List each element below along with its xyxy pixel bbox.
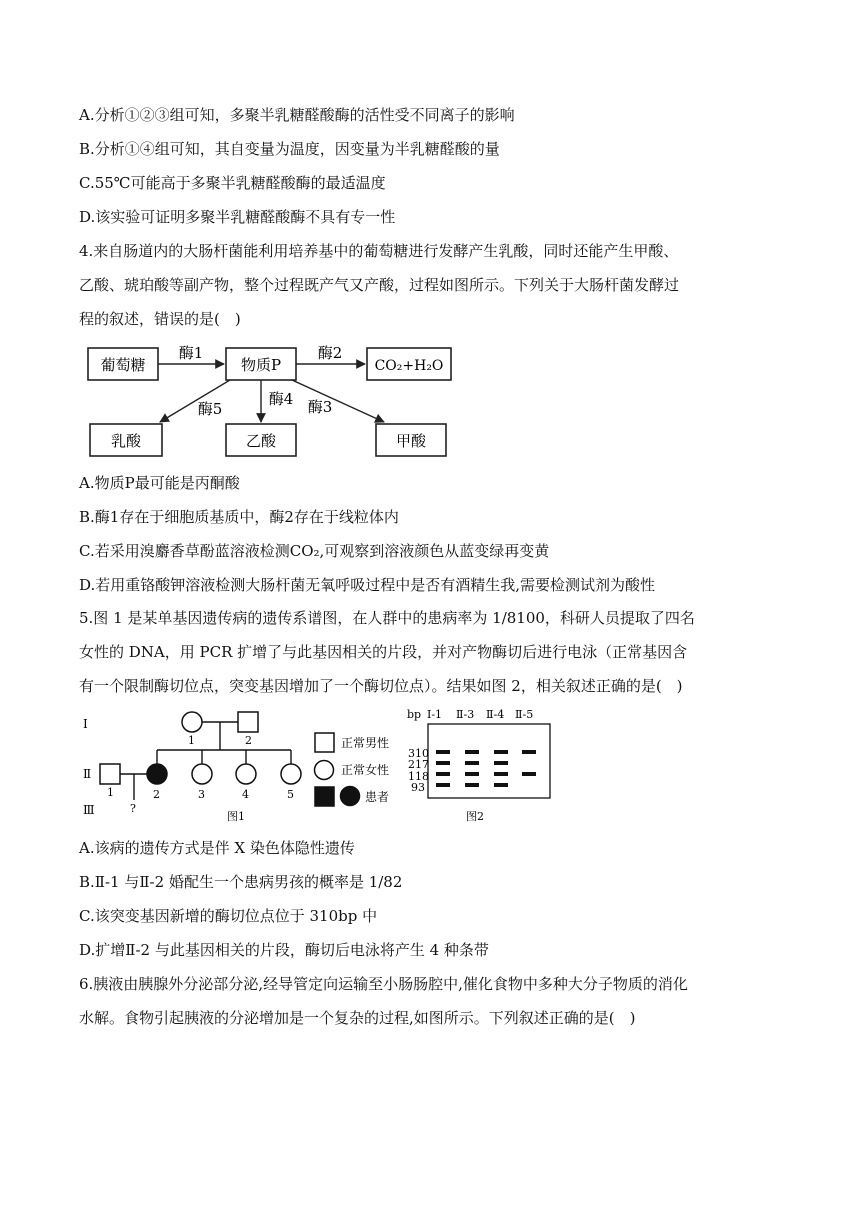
gel-band	[494, 772, 508, 776]
q3-option-c: C.55℃可能高于多聚半乳糖醛酸酶的最适温度	[79, 174, 386, 192]
q4-stem-line-2: 乙酸、琥珀酸等副产物，整个过程既产气又产酸，过程如图所示。下列关于大肠杆菌发酵过	[79, 276, 680, 294]
q5-stem-line-2: 女性的 DNA，用 PCR 扩增了与此基因相关的片段，并对产物酶切后进行电泳（正常基因含	[79, 643, 688, 661]
gel-band	[465, 750, 479, 754]
gel-band	[494, 783, 508, 787]
ii4-normal-female	[236, 764, 256, 784]
gel-band	[465, 761, 479, 765]
legend-affected-female-icon	[341, 787, 360, 806]
gel-band	[522, 750, 536, 754]
q4-option-c: C.若采用溴麝香草酚蓝溶液检测CO₂,可观察到溶液颜色从蓝变绿再变黄	[79, 542, 550, 560]
q3-option-d: D.该实验可证明多聚半乳糖醛酸酶不具有专一性	[79, 208, 396, 226]
enzyme4-label: 酶4	[268, 390, 294, 408]
legend-normal-male-icon	[315, 733, 334, 752]
ii1-number: 1	[107, 786, 114, 799]
gel-band	[436, 750, 450, 754]
q4-option-d: D.若用重铬酸钾溶液检测大肠杆菌无氧呼吸过程中是否有酒精生我,需要检测试剂为酸性	[79, 576, 656, 594]
generation-ii-label: Ⅱ	[83, 767, 92, 781]
fig2-caption: 图2	[466, 810, 484, 823]
pedigree-figure	[83, 712, 389, 823]
q4-pathway-diagram	[0, 0, 860, 470]
glucose-label: 葡萄糖	[100, 356, 146, 374]
i2-number: 2	[245, 734, 252, 747]
legend-normal-female-icon	[315, 761, 334, 780]
gel-size-93: 93	[411, 781, 425, 794]
ii2-affected-female	[147, 764, 167, 784]
q4-option-a: A.物质P最可能是丙酮酸	[79, 474, 240, 492]
enzyme2-label: 酶2	[317, 344, 343, 362]
q3-option-b: B.分析①④组可知，其自变量为温度，因变量为半乳糖醛酸的量	[79, 140, 500, 158]
gel-lane-label-2: Ⅱ-3	[456, 708, 475, 721]
ii3-normal-female	[192, 764, 212, 784]
i1-number: 1	[188, 734, 195, 747]
generation-i-label: Ⅰ	[83, 717, 88, 731]
gel-size-118: 118	[408, 770, 429, 783]
iii-unknown-mark: ?	[130, 802, 136, 815]
gel-lane-label-4: Ⅱ-5	[515, 708, 534, 721]
gel-band	[436, 783, 450, 787]
enzyme1-label: 酶1	[178, 344, 204, 362]
i1-normal-female	[182, 712, 202, 732]
gel-size-217: 217	[408, 758, 429, 771]
ii4-number: 4	[242, 788, 249, 801]
generation-iii-label: Ⅲ	[83, 803, 95, 817]
ii5-number: 5	[287, 788, 294, 801]
gel-lane-label-1: Ⅰ-1	[427, 708, 443, 721]
q6-stem-line-2: 水解。食物引起胰液的分泌增加是一个复杂的过程,如图所示。下列叙述正确的是( )	[79, 1009, 636, 1027]
q4-stem-line-3: 程的叙述，错误的是( )	[79, 310, 241, 328]
gel-figure	[407, 708, 550, 823]
gel-band	[436, 761, 450, 765]
q6-stem-line-1: 6.胰液由胰腺外分泌部分泌,经导管定向运输至小肠肠腔中,催化食物中多种大分子物质的消化	[79, 975, 688, 993]
lactic-acid-label: 乳酸	[110, 432, 142, 450]
q4-option-b: B.酶1存在于细胞质基质中，酶2存在于线粒体内	[79, 508, 399, 526]
enzyme5-label: 酶5	[197, 400, 223, 418]
q5-figures	[0, 700, 860, 830]
legend-normal-female-label: 正常女性	[341, 763, 390, 777]
gel-lane-label-3: Ⅱ-4	[486, 708, 505, 721]
gel-size-310: 310	[408, 747, 429, 760]
q5-option-a: A.该病的遗传方式是伴 X 染色体隐性遗传	[79, 839, 355, 857]
gel-band	[436, 772, 450, 776]
gel-band	[522, 772, 536, 776]
enzyme3-label: 酶3	[307, 398, 333, 416]
fig1-caption: 图1	[227, 810, 245, 823]
co2-h2o-label: CO₂+H₂O	[374, 358, 444, 374]
gel-band	[494, 750, 508, 754]
gel-band	[494, 761, 508, 765]
acetic-acid-label: 乙酸	[245, 432, 277, 450]
legend-patient-label: 患者	[365, 790, 390, 804]
gel-band	[465, 772, 479, 776]
ii1-normal-male	[100, 764, 120, 784]
ii2-number: 2	[153, 788, 160, 801]
gel-bp-label: bp	[407, 708, 422, 721]
q5-option-d: D.扩增Ⅱ-2 与此基因相关的片段，酶切后电泳将产生 4 种条带	[79, 941, 489, 959]
q5-stem-line-1: 5.图 1 是某单基因遗传病的遗传系谱图，在人群中的患病率为 1/8100，科研人员提取了四名	[79, 609, 695, 627]
ii5-normal-female	[281, 764, 301, 784]
i2-normal-male	[238, 712, 258, 732]
gel-band	[465, 783, 479, 787]
formic-acid-label: 甲酸	[395, 432, 427, 450]
legend-affected-male-icon	[315, 787, 334, 806]
q4-stem-line-1: 4.来自肠道内的大肠杆菌能利用培养基中的葡萄糖进行发酵产生乳酸，同时还能产生甲酸、	[79, 242, 679, 260]
q5-option-c: C.该突变基因新增的酶切位点位于 310bp 中	[79, 907, 378, 925]
arrow-enzyme3	[292, 380, 384, 422]
substance-p-label: 物质P	[240, 356, 282, 374]
q5-stem-line-3: 有一个限制酶切位点，突变基因增加了一个酶切位点）。结果如图 2，相关叙述正确的是( )	[79, 677, 683, 695]
q3-option-a: A.分析①②③组可知，多聚半乳糖醛酸酶的活性受不同离子的影响	[79, 106, 515, 124]
legend-normal-male-label: 正常男性	[341, 736, 390, 750]
ii3-number: 3	[198, 788, 205, 801]
q5-option-b: B.Ⅱ-1 与Ⅱ-2 婚配生一个患病男孩的概率是 1/82	[79, 873, 403, 891]
